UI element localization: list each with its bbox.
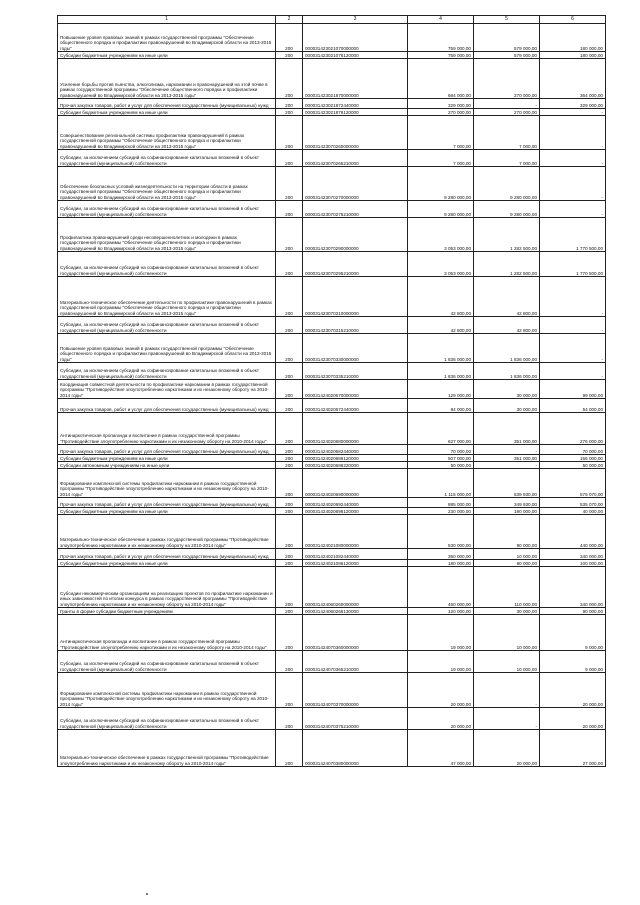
row-amount-3-cell: 9 000,00: [540, 615, 606, 651]
row-amount-3-cell: 340 000,00: [540, 567, 606, 608]
row-code-cell: 200: [276, 116, 303, 150]
row-csr-cell: 000031424070365210000: [303, 651, 408, 673]
row-amount-1-cell: 1 836 000,00: [408, 363, 474, 380]
row-name-cell: Субсидии автономным учреждениям на иные цели: [58, 462, 276, 469]
row-amount-1-cell: 50 000,00: [408, 462, 474, 469]
row-amount-3-cell: 180 000,00: [540, 52, 606, 59]
row-csr-cell: 000031424020686220000: [303, 462, 408, 469]
row-csr-cell: 000031423070290000000: [303, 218, 408, 252]
row-amount-3-cell: 180 000,00: [540, 24, 606, 52]
row-amount-2-cell: 190 000,00: [474, 508, 540, 515]
row-amount-1-cell: 350 000,00: [408, 549, 474, 560]
row-amount-3-cell: -: [540, 334, 606, 363]
row-code-cell: 200: [276, 508, 303, 515]
row-csr-cell: 000031424020690000000: [303, 469, 408, 498]
row-code-cell: 200: [276, 59, 303, 99]
column-number-5: 5: [474, 16, 540, 24]
row-csr-cell: 000031423021876120000: [303, 109, 408, 116]
row-amount-3-cell: 27 000,00: [540, 730, 606, 767]
row-code-cell: 200: [276, 567, 303, 608]
row-name-cell: Совершенствование региональной системы профилактики правонарушений в рамках государственной программы "Обеспечение общественного порядка и профилактики правонарушений во Владимирской области на 2013-2015 годы": [58, 116, 276, 150]
row-code-cell: 200: [276, 515, 303, 549]
table-row: [58, 116, 606, 150]
row-amount-3-cell: 364 000,00: [540, 59, 606, 99]
row-amount-2-cell: 9 280 000,00: [474, 201, 540, 218]
row-csr-cell: 000031424021080000000: [303, 515, 408, 549]
row-code-cell: 200: [276, 608, 303, 615]
row-amount-1-cell: 3 053 000,00: [408, 218, 474, 252]
table-row: [58, 455, 606, 462]
row-amount-1-cell: 3 053 000,00: [408, 252, 474, 277]
row-name-cell: Субсидии, за исключением субсидий на софинансирование капитальных вложений в объект государственной (муниципальной) собственности: [58, 363, 276, 380]
row-amount-3-cell: -: [540, 317, 606, 334]
table-row: [58, 150, 606, 167]
table-row: [58, 560, 606, 567]
row-code-cell: 200: [276, 399, 303, 413]
row-amount-3-cell: 156 000,00: [540, 455, 606, 462]
row-amount-1-cell: 1 836 000,00: [408, 334, 474, 363]
table-row: [58, 99, 606, 109]
row-amount-3-cell: 100 000,00: [540, 560, 606, 567]
row-code-cell: 200: [276, 380, 303, 399]
row-code-cell: 200: [276, 334, 303, 363]
row-amount-1-cell: 230 000,00: [408, 508, 474, 515]
row-name-cell: Материально-техническое обеспечение в рамках государственной программы "Противодействие злоупотреблению наркотиками и их незаконному обороту на 2010-2014 годы": [58, 515, 276, 549]
table-row: [58, 109, 606, 116]
table-row: [58, 52, 606, 59]
row-amount-1-cell: 42 800,00: [408, 317, 474, 334]
row-amount-1-cell: 507 000,00: [408, 455, 474, 462]
row-amount-1-cell: 627 000,00: [408, 413, 474, 445]
row-amount-3-cell: 90 000,00: [540, 608, 606, 615]
row-name-cell: Антинаркотическая пропаганда и воспитание в рамках государственной программы "Противодействие злоупотреблению наркотиками и их незаконному обороту на 2010-2014 годы": [58, 615, 276, 651]
row-code-cell: 200: [276, 109, 303, 116]
row-amount-1-cell: 7 000,00: [408, 116, 474, 150]
row-name-cell: Субсидии бюджетным учреждениям на иные цели: [58, 455, 276, 462]
row-amount-1-cell: 84 000,00: [408, 399, 474, 413]
row-amount-3-cell: -: [540, 109, 606, 116]
column-number-1: 1: [58, 16, 276, 24]
row-amount-1-cell: 20 000,00: [408, 708, 474, 730]
row-csr-cell: 000031424070380000000: [303, 730, 408, 767]
row-amount-1-cell: 19 000,00: [408, 651, 474, 673]
row-name-cell: Субсидии, за исключением субсидий на софинансирование капитальных вложений в объект государственной (муниципальной) собственности: [58, 150, 276, 167]
table-row: [58, 469, 606, 498]
row-csr-cell: 000031424021082440000: [303, 549, 408, 560]
column-number-row: [58, 16, 606, 24]
row-amount-2-cell: 10 000,00: [474, 615, 540, 651]
row-csr-cell: 000031423070330000000: [303, 334, 408, 363]
row-amount-2-cell: 80 000,00: [474, 560, 540, 567]
row-amount-3-cell: 1 770 500,00: [540, 218, 606, 252]
table-row: [58, 508, 606, 515]
row-code-cell: 200: [276, 455, 303, 462]
row-code-cell: 200: [276, 317, 303, 334]
row-amount-2-cell: 90 000,00: [474, 515, 540, 549]
row-amount-1-cell: 70 000,00: [408, 445, 474, 455]
row-amount-2-cell: -: [474, 445, 540, 455]
row-name-cell: Субсидии, за исключением субсидий на софинансирование капитальных вложений в объект государственной (муниципальной) собственности: [58, 201, 276, 218]
row-csr-cell: 000031423070275210000: [303, 201, 408, 218]
row-amount-1-cell: 47 000,00: [408, 730, 474, 767]
row-amount-2-cell: 10 000,00: [474, 651, 540, 673]
row-amount-3-cell: -: [540, 116, 606, 150]
table-row: [58, 334, 606, 363]
table-row: [58, 462, 606, 469]
row-csr-cell: 000031424020692440000: [303, 498, 408, 508]
row-code-cell: 200: [276, 413, 303, 445]
row-amount-2-cell: 351 000,00: [474, 413, 540, 445]
row-name-cell: Субсидии бюджетным учреждениям на иные цели: [58, 109, 276, 116]
row-name-cell: Координация совместной деятельности по профилактике наркомании в рамках государственной программы "Противодействие злоупотреблению наркотиками и их незаконному обороту на 2010-2014 годы": [58, 380, 276, 399]
column-number-4: 4: [408, 16, 474, 24]
row-name-cell: Материально-техническое обеспечение в рамках государственной программы "Противодействие злоупотреблению наркотиками и их незаконному обороту на 2010-2014 годы": [58, 730, 276, 767]
row-amount-2-cell: -: [474, 708, 540, 730]
row-amount-2-cell: 30 000,00: [474, 399, 540, 413]
row-amount-2-cell: 539 930,00: [474, 469, 540, 498]
table-row: [58, 380, 606, 399]
row-amount-1-cell: 684 000,00: [408, 59, 474, 99]
budget-table-body: [58, 16, 606, 767]
table-row: [58, 363, 606, 380]
row-amount-1-cell: 530 000,00: [408, 515, 474, 549]
row-amount-1-cell: 19 000,00: [408, 615, 474, 651]
row-code-cell: 200: [276, 445, 303, 455]
row-amount-3-cell: 20 000,00: [540, 708, 606, 730]
table-row: [58, 24, 606, 52]
row-amount-2-cell: 42 800,00: [474, 277, 540, 317]
row-amount-1-cell: 180 000,00: [408, 560, 474, 567]
budget-table: [57, 15, 606, 767]
row-amount-2-cell: 579 000,00: [474, 24, 540, 52]
row-csr-cell: 000031423070270000000: [303, 167, 408, 201]
row-name-cell: Субсидии, за исключением субсидий на софинансирование капитальных вложений в объект государственной (муниципальной) собственности: [58, 708, 276, 730]
table-row: [58, 615, 606, 651]
column-number-2: 2: [276, 16, 303, 24]
row-csr-cell: 000031424020672440000: [303, 399, 408, 413]
row-code-cell: 200: [276, 560, 303, 567]
row-code-cell: 200: [276, 167, 303, 201]
row-amount-1-cell: 20 000,00: [408, 673, 474, 708]
table-row: [58, 549, 606, 560]
row-name-cell: Антинаркотическая пропаганда и воспитание в рамках государственной программы "Противодействие злоупотреблению наркотиками и их незаконному обороту на 2010-2014 годы": [58, 413, 276, 445]
row-code-cell: 200: [276, 469, 303, 498]
row-amount-3-cell: 340 000,00: [540, 549, 606, 560]
row-amount-3-cell: -: [540, 201, 606, 218]
row-code-cell: 200: [276, 218, 303, 252]
row-amount-2-cell: 1 282 500,00: [474, 218, 540, 252]
row-amount-3-cell: 50 000,00: [540, 462, 606, 469]
table-row: [58, 608, 606, 615]
row-amount-3-cell: 54 000,00: [540, 399, 606, 413]
table-row: [58, 730, 606, 767]
row-csr-cell: 000031423021070000000: [303, 24, 408, 52]
row-csr-cell: 000031424020680000000: [303, 413, 408, 445]
row-name-cell: Гранты в форме субсидии бюджетным учреждениям: [58, 608, 276, 615]
row-csr-cell: 000031423021872440000: [303, 99, 408, 109]
row-amount-2-cell: 1 282 500,00: [474, 252, 540, 277]
row-csr-cell: 000031423070295210000: [303, 252, 408, 277]
row-amount-3-cell: 329 000,00: [540, 99, 606, 109]
row-amount-3-cell: 9 000,00: [540, 651, 606, 673]
row-amount-3-cell: 1 770 500,00: [540, 252, 606, 277]
row-csr-cell: 000031424070370000000: [303, 673, 408, 708]
row-amount-2-cell: 10 000,00: [474, 549, 540, 560]
row-amount-3-cell: 99 000,00: [540, 380, 606, 399]
row-name-cell: Субсидии, за исключением субсидий на софинансирование капитальных вложений в объект государственной (муниципальной) собственности: [58, 252, 276, 277]
row-csr-cell: 000031424020686120000: [303, 455, 408, 462]
row-amount-1-cell: 1 115 000,00: [408, 469, 474, 498]
row-amount-3-cell: 70 000,00: [540, 445, 606, 455]
row-amount-2-cell: -: [474, 673, 540, 708]
row-csr-cell: 000031424070360000000: [303, 615, 408, 651]
row-amount-1-cell: 885 000,00: [408, 498, 474, 508]
row-name-cell: Формирование комплексной системы профилактики наркомании в рамках государственной программы "Противодействие злоупотреблению наркотиками и их незаконному обороту на 2010-2014 годы": [58, 673, 276, 708]
column-number-6: 6: [540, 16, 606, 24]
row-amount-1-cell: 450 000,00: [408, 567, 474, 608]
row-code-cell: 200: [276, 150, 303, 167]
table-row: [58, 413, 606, 445]
table-row: [58, 317, 606, 334]
row-code-cell: 200: [276, 673, 303, 708]
row-amount-3-cell: -: [540, 167, 606, 201]
row-name-cell: Субсидии некоммерческим организациям на реализацию проектов по профилактике наркомании и иных зависимостей по итогам конкурса в рамках государственной программы "Противодействие злоупотреблению наркотиками и их незаконному обороту на 2010-2014 годы": [58, 567, 276, 608]
table-row: [58, 515, 606, 549]
row-name-cell: Повышение уровня правовых знаний в рамках государственной программы "Обеспечение общественного порядка и профилактики правонарушений во Владимирской области на 2013-2015 годы": [58, 24, 276, 52]
table-row: [58, 399, 606, 413]
column-number-3: 3: [303, 16, 408, 24]
row-name-cell: Прочая закупка товаров, работ и услуг для обеспечения государственных (муниципальных) нужд: [58, 445, 276, 455]
row-code-cell: 200: [276, 252, 303, 277]
row-amount-2-cell: 270 000,00: [474, 59, 540, 99]
row-csr-cell: 000031424020670000000: [303, 380, 408, 399]
row-amount-1-cell: 7 000,00: [408, 150, 474, 167]
row-csr-cell: 000031423070335210000: [303, 363, 408, 380]
row-name-cell: Повышение уровня правовых знаний в рамках государственной программы "Обеспечение общественного порядка и профилактики правонарушений во Владимирской области на 2013-2015 годы": [58, 334, 276, 363]
row-code-cell: 200: [276, 498, 303, 508]
row-amount-3-cell: -: [540, 363, 606, 380]
table-row: [58, 277, 606, 317]
row-amount-1-cell: 9 280 000,00: [408, 201, 474, 218]
row-amount-2-cell: -: [474, 462, 540, 469]
row-name-cell: Обеспечение безопасных условий жизнедеятельности на территории области в рамках государственной программы "Обеспечение общественного порядка и профилактики правонарушений во Владимирской области на 2013-2015 годы": [58, 167, 276, 201]
row-csr-cell: 000031424060266130000: [303, 608, 408, 615]
row-amount-1-cell: 9 280 000,00: [408, 167, 474, 201]
row-amount-1-cell: 42 800,00: [408, 277, 474, 317]
row-amount-2-cell: 270 000,00: [474, 109, 540, 116]
row-name-cell: Субсидии, за исключением субсидий на софинансирование капитальных вложений в объект государственной (муниципальной) собственности: [58, 651, 276, 673]
row-amount-2-cell: 349 930,00: [474, 498, 540, 508]
row-amount-3-cell: 40 000,00: [540, 508, 606, 515]
row-amount-3-cell: 575 070,00: [540, 469, 606, 498]
row-name-cell: Формирование комплексной системы профилактики наркомании в рамках государственной программы "Противодействие злоупотреблению наркотиками и их незаконному обороту на 2010-2014 годы": [58, 469, 276, 498]
row-name-cell: Профилактика правонарушений среди несовершеннолетних и молодежи в рамках государственной программы "Обеспечение общественного порядка и профилактики правонарушений во Владимирской области на 2013-2015 годы": [58, 218, 276, 252]
row-amount-2-cell: 30 000,00: [474, 380, 540, 399]
table-row: [58, 59, 606, 99]
row-amount-3-cell: 20 000,00: [540, 673, 606, 708]
row-code-cell: 200: [276, 708, 303, 730]
row-csr-cell: 000031423021076120000: [303, 52, 408, 59]
row-code-cell: 200: [276, 462, 303, 469]
row-amount-2-cell: 42 800,00: [474, 317, 540, 334]
row-csr-cell: 000031423070265210000: [303, 150, 408, 167]
row-csr-cell: 000031424020696120000: [303, 508, 408, 515]
row-name-cell: Субсидии, за исключением субсидий на софинансирование капитальных вложений в объект государственной (муниципальной) собственности: [58, 317, 276, 334]
row-code-cell: 200: [276, 730, 303, 767]
row-amount-3-cell: -: [540, 277, 606, 317]
row-code-cell: 200: [276, 651, 303, 673]
row-csr-cell: 000031423070310000000: [303, 277, 408, 317]
table-row: [58, 201, 606, 218]
row-amount-2-cell: 20 000,00: [474, 730, 540, 767]
row-code-cell: 200: [276, 277, 303, 317]
row-amount-2-cell: 1 836 000,00: [474, 334, 540, 363]
row-csr-cell: 000031423070315210000: [303, 317, 408, 334]
row-name-cell: Усиление борьбы против пьянства, алкоголизма, наркомании и правонарушений на этой почве в рамках государственной программы "Обеспечение общественного порядка и профилактики правонарушений во Владимирской области на 2013-2015 годы": [58, 59, 276, 99]
row-name-cell: Субсидии бюджетным учреждениям на иные цели: [58, 560, 276, 567]
row-code-cell: 200: [276, 52, 303, 59]
row-amount-2-cell: 30 000,00: [474, 608, 540, 615]
row-amount-3-cell: 535 070,00: [540, 498, 606, 508]
row-csr-cell: 000031424020682440000: [303, 445, 408, 455]
table-row: [58, 252, 606, 277]
scan-dot: [146, 893, 148, 895]
row-name-cell: Субсидии бюджетным учреждениям на иные цели: [58, 508, 276, 515]
row-name-cell: Прочая закупка товаров, работ и услуг для обеспечения государственных (муниципальных) нужд: [58, 549, 276, 560]
table-row: [58, 651, 606, 673]
row-csr-cell: 000031423021870000000: [303, 59, 408, 99]
table-row: [58, 218, 606, 252]
table-row: [58, 498, 606, 508]
row-code-cell: 200: [276, 549, 303, 560]
row-amount-1-cell: 129 000,00: [408, 380, 474, 399]
row-amount-2-cell: 579 000,00: [474, 52, 540, 59]
row-code-cell: 200: [276, 615, 303, 651]
row-amount-1-cell: 329 000,00: [408, 99, 474, 109]
row-code-cell: 200: [276, 24, 303, 52]
row-amount-2-cell: 351 000,00: [474, 455, 540, 462]
row-name-cell: Прочая закупка товаров, работ и услуг для обеспечения государственных (муниципальных) нужд: [58, 498, 276, 508]
row-amount-1-cell: 120 000,00: [408, 608, 474, 615]
row-amount-2-cell: 110 000,00: [474, 567, 540, 608]
row-amount-2-cell: 7 000,00: [474, 116, 540, 150]
row-amount-2-cell: 1 836 000,00: [474, 363, 540, 380]
table-row: [58, 708, 606, 730]
row-name-cell: Прочая закупка товаров, работ и услуг для обеспечения государственных (муниципальных) нужд: [58, 399, 276, 413]
table-row: [58, 445, 606, 455]
row-name-cell: Субсидии бюджетным учреждениям на иные цели: [58, 52, 276, 59]
row-name-cell: Прочая закупка товаров, работ и услуг для обеспечения государственных (муниципальных) нужд: [58, 99, 276, 109]
row-amount-3-cell: 440 000,00: [540, 515, 606, 549]
table-row: [58, 673, 606, 708]
row-code-cell: 200: [276, 201, 303, 218]
row-code-cell: 200: [276, 363, 303, 380]
row-csr-cell: 000031424021086120000: [303, 560, 408, 567]
row-name-cell: Материально-техническое обеспечение деятельности по профилактике правонарушений в рамках государственной программы "Обеспечение общественного порядка и профилактики правонарушений во Владимирской области на 2013-2015 годы": [58, 277, 276, 317]
row-csr-cell: 000031424070375210000: [303, 708, 408, 730]
row-csr-cell: 000031424060260000000: [303, 567, 408, 608]
row-amount-3-cell: -: [540, 150, 606, 167]
row-amount-1-cell: 759 000,00: [408, 52, 474, 59]
row-amount-2-cell: 7 000,00: [474, 150, 540, 167]
row-amount-3-cell: 276 000,00: [540, 413, 606, 445]
row-amount-2-cell: 9 280 000,00: [474, 167, 540, 201]
row-amount-2-cell: -: [474, 99, 540, 109]
table-row: [58, 567, 606, 608]
row-csr-cell: 000031423070260000000: [303, 116, 408, 150]
row-amount-1-cell: 759 000,00: [408, 24, 474, 52]
row-amount-1-cell: 270 000,00: [408, 109, 474, 116]
table-row: [58, 167, 606, 201]
row-code-cell: 200: [276, 99, 303, 109]
